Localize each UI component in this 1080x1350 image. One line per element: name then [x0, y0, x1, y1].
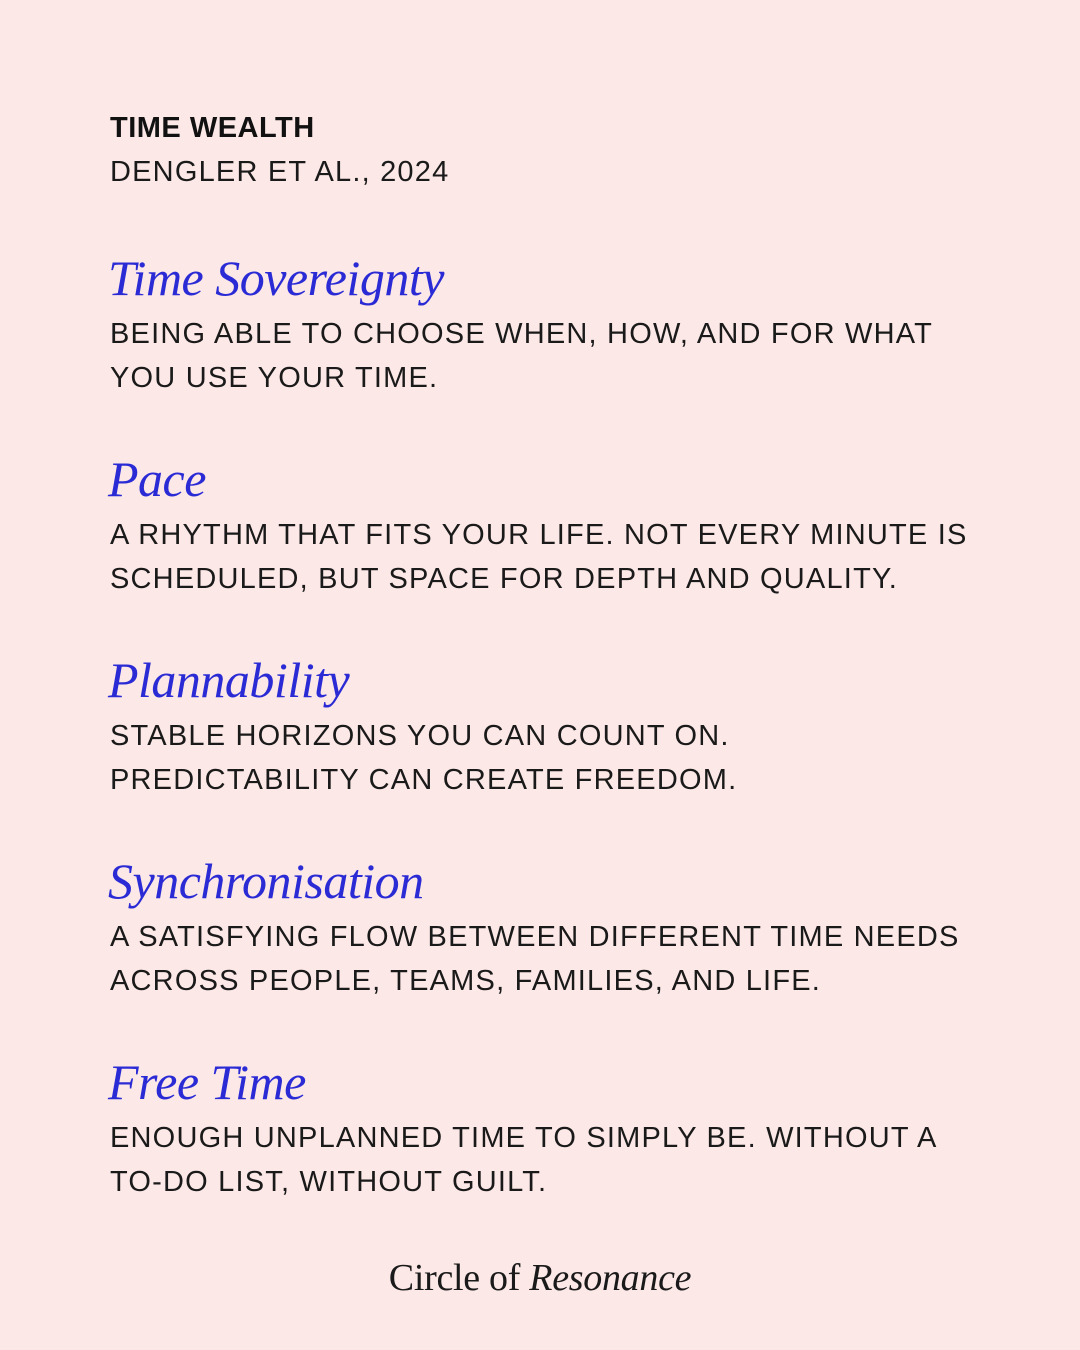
brand-prefix: Circle of	[388, 1257, 530, 1299]
term-heading: Time Sovereignty	[108, 250, 444, 306]
term-definition: BEING ABLE TO CHOOSE WHEN, HOW, AND FOR WHAT YOU USE YOUR TIME.	[110, 318, 933, 394]
section-free-time	[110, 1054, 990, 1204]
section-plannability	[110, 652, 990, 802]
section-time-sovereignty	[110, 250, 990, 400]
term-heading: Pace	[108, 451, 206, 507]
term-heading: Plannability	[108, 652, 350, 708]
section-synchronisation	[110, 853, 990, 1003]
section-pace	[110, 451, 990, 601]
term-definition: A SATISFYING FLOW BETWEEN DIFFERENT TIME NEEDS ACROSS PEOPLE, TEAMS, FAMILIES, AND LIFE.	[110, 921, 960, 997]
term-heading: Free Time	[108, 1054, 306, 1110]
term-definition: STABLE HORIZONS YOU CAN COUNT ON. PREDICTABILITY CAN CREATE FREEDOM.	[110, 720, 738, 796]
term-definition: A RHYTHM THAT FITS YOUR LIFE. NOT EVERY MINUTE IS SCHEDULED, BUT SPACE FOR DEPTH AND QUALITY.	[110, 519, 968, 595]
brand-emphasis: Resonance	[529, 1257, 692, 1299]
header	[110, 108, 449, 192]
citation: DENGLER ET AL., 2024	[110, 156, 450, 188]
term-definition: ENOUGH UNPLANNED TIME TO SIMPLY BE. WITHOUT A TO-DO LIST, WITHOUT GUILT.	[110, 1122, 936, 1198]
term-heading: Synchronisation	[108, 853, 424, 909]
page-title: TIME WEALTH	[110, 112, 315, 144]
brand-logo	[0, 1256, 1080, 1300]
